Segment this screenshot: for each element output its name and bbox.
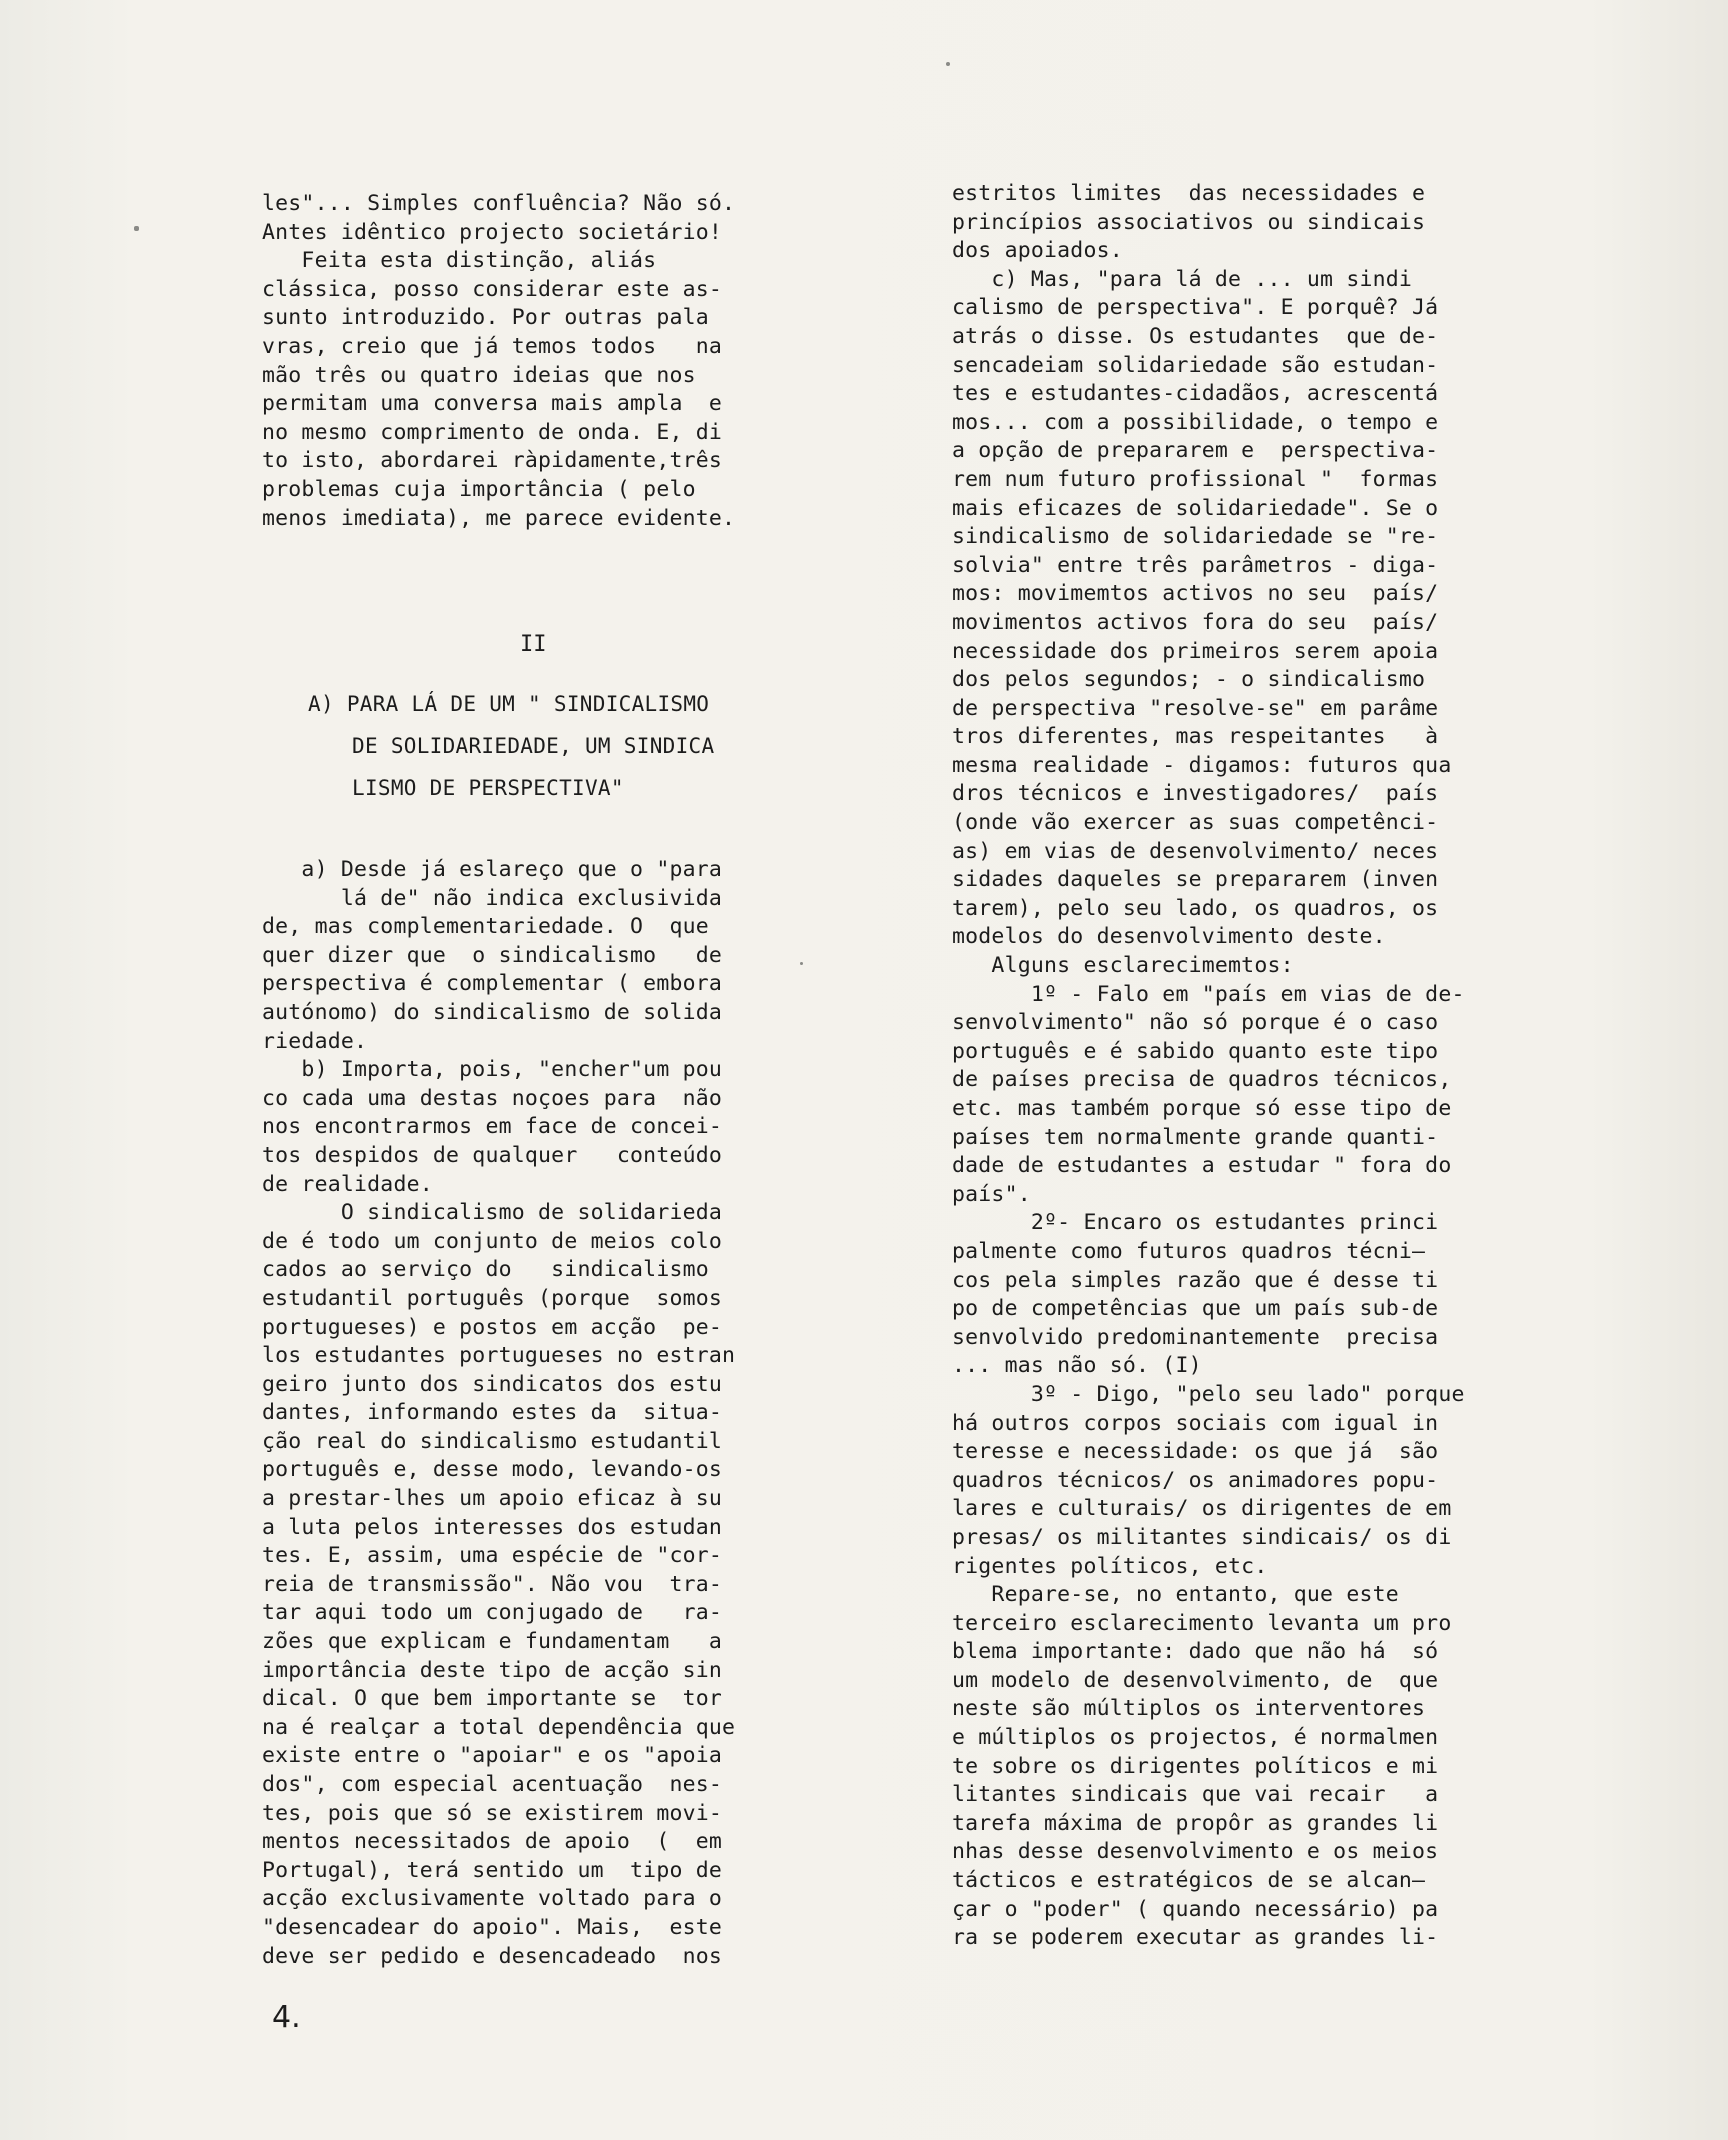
text-line: tros diferentes, mas respeitantes à xyxy=(952,724,1439,750)
text-line: dos pelos segundos; - o sindicalismo xyxy=(952,667,1426,693)
text-line: etc. mas também porque só esse tipo de xyxy=(952,1096,1452,1121)
text-line: atrás o disse. Os estudantes que de- xyxy=(952,323,1439,349)
text-line: lares e culturais/ os dirigentes de em xyxy=(952,1496,1452,1522)
page-number: 4. xyxy=(272,2000,301,2035)
text-line: de perspectiva "resolve-se" em parâme xyxy=(952,695,1439,721)
text-line: riedade. xyxy=(262,1028,368,1054)
text-line: problemas cuja importância ( pelo xyxy=(262,476,696,502)
text-line: tácticos e estratégicos de se alcan— xyxy=(952,1868,1426,1894)
text-line: les"... Simples confluência? Não só. xyxy=(262,191,736,216)
text-line: Antes idêntico projecto societário! xyxy=(262,219,723,245)
text-line: dical. O que bem importante se tor xyxy=(262,1686,723,1712)
text-line: dos apoiados. xyxy=(952,238,1123,264)
text-line: çar o "poder" ( quando necessário) pa xyxy=(952,1896,1439,1922)
text-line: tarem), pelo seu lado, os quadros, os xyxy=(952,895,1439,921)
text-line: mos: movimemtos activos no seu país/ xyxy=(952,581,1439,607)
text-line: to isto, abordarei ràpidamente,três xyxy=(262,448,723,474)
text-line: de países precisa de quadros técnicos, xyxy=(952,1067,1452,1093)
text-line: los estudantes portugueses no estran xyxy=(262,1343,736,1369)
text-line: menos imediata), me parece evidente. xyxy=(262,505,736,531)
text-line: terceiro esclarecimento levanta um pro xyxy=(952,1610,1452,1636)
text-line: a opção de prepararem e perspectiva- xyxy=(952,438,1439,464)
text-line: 3º - Digo, "pelo seu lado" porque xyxy=(952,1381,1465,1407)
text-line: modelos do desenvolvimento deste. xyxy=(952,924,1386,950)
text-line: estritos limites das necessidades e xyxy=(952,181,1426,206)
text-line: tos despidos de qualquer conteúdo xyxy=(262,1142,723,1168)
text-line: clássica, posso considerar este as- xyxy=(262,276,723,302)
text-line: reia de transmissão". Não vou tra- xyxy=(262,1571,723,1597)
section-heading-line-2: DE SOLIDARIEDADE, UM SINDICA xyxy=(352,734,715,758)
text-line: de, mas complementariedade. O que xyxy=(262,914,709,940)
text-line: necessidade dos primeiros serem apoia xyxy=(952,638,1439,664)
text-line: acção exclusivamente voltado para o xyxy=(262,1886,723,1912)
text-line: solvia" entre três parâmetros - diga- xyxy=(952,552,1439,578)
text-line: po de competências que um país sub-de xyxy=(952,1296,1439,1322)
text-line: palmente como futuros quadros técni— xyxy=(952,1238,1426,1264)
text-line: na é realçar a total dependência que xyxy=(262,1714,736,1740)
text-line: (onde vão exercer as suas competênci- xyxy=(952,810,1439,836)
text-line: 1º - Falo em "país em vias de de- xyxy=(952,981,1465,1007)
text-line: O sindicalismo de solidarieda xyxy=(262,1200,723,1226)
text-line: tar aqui todo um conjugado de ra- xyxy=(262,1600,723,1626)
text-line: estudantil português (porque somos xyxy=(262,1285,723,1311)
text-line: "desencadear do apoio". Mais, este xyxy=(262,1914,723,1940)
text-line: geiro junto dos sindicatos dos estu xyxy=(262,1371,723,1397)
text-line: tes, pois que só se existirem movi- xyxy=(262,1800,723,1826)
text-line: vras, creio que já temos todos na xyxy=(262,333,723,359)
text-line: a prestar-lhes um apoio eficaz à su xyxy=(262,1486,723,1512)
text-line: sencadeiam solidariedade são estudan- xyxy=(952,352,1439,378)
text-line: Repare-se, no entanto, que este xyxy=(952,1582,1399,1608)
section-heading-line-1: A) PARA LÁ DE UM " SINDICALISMO xyxy=(308,692,710,716)
text-line: dos", com especial acentuação nes- xyxy=(262,1772,723,1797)
text-line: cados ao serviço do sindicalismo xyxy=(262,1257,709,1283)
text-line: ... mas não só. (I) xyxy=(952,1353,1202,1379)
text-line: dantes, informando estes da situa- xyxy=(262,1400,723,1426)
text-line: a luta pelos interesses dos estudan xyxy=(262,1514,723,1540)
text-line: lá de" não indica exclusivida xyxy=(262,885,723,911)
text-line: português e é sabido quanto este tipo xyxy=(952,1038,1439,1064)
text-line: quer dizer que o sindicalismo de xyxy=(262,942,723,968)
text-line: presas/ os militantes sindicais/ os di xyxy=(952,1524,1452,1550)
text-line: mentos necessitados de apoio ( em xyxy=(262,1829,723,1855)
text-line: co cada uma destas noçoes para não xyxy=(262,1085,723,1111)
text-line: português e, desse modo, levando-os xyxy=(262,1457,723,1483)
section-number: II xyxy=(520,632,547,657)
text-line: teresse e necessidade: os que já são xyxy=(952,1439,1439,1465)
text-line: senvolvido predominantemente precisa xyxy=(952,1324,1439,1350)
text-line: há outros corpos sociais com igual in xyxy=(952,1410,1439,1436)
text-line: países tem normalmente grande quanti- xyxy=(952,1124,1439,1150)
text-line: senvolvimento" não só porque é o caso xyxy=(952,1010,1439,1036)
text-line: Feita esta distinção, aliás xyxy=(262,248,657,274)
text-line: calismo de perspectiva". E porquê? Já xyxy=(952,295,1439,321)
text-line: rem num futuro profissional " formas xyxy=(952,466,1439,492)
text-line: c) Mas, "para lá de ... um sindi xyxy=(952,266,1413,292)
text-line: de realidade. xyxy=(262,1171,433,1197)
text-line: Alguns esclarecimemtos: xyxy=(952,953,1294,979)
paper-speck xyxy=(946,62,950,66)
text-line: importância deste tipo de acção sin xyxy=(262,1657,723,1683)
text-line: mos... com a possibilidade, o tempo e xyxy=(952,409,1439,435)
text-line: dros técnicos e investigadores/ país xyxy=(952,781,1439,807)
text-line: blema importante: dado que não há só xyxy=(952,1639,1439,1665)
text-line: sidades daqueles se prepararem (inven xyxy=(952,867,1439,893)
text-line: no mesmo comprimento de onda. E, di xyxy=(262,419,723,445)
text-line: nhas desse desenvolvimento e os meios xyxy=(952,1839,1439,1865)
text-line: ra se poderem executar as grandes li- xyxy=(952,1925,1439,1951)
text-line: tarefa máxima de propôr as grandes li xyxy=(952,1810,1439,1836)
text-line: dade de estudantes a estudar " fora do xyxy=(952,1153,1452,1179)
right-column xyxy=(952,180,1522,1953)
text-line: perspectiva é complementar ( embora xyxy=(262,971,723,997)
text-line: sindicalismo de solidariedade se "re- xyxy=(952,524,1439,550)
paper-speck xyxy=(134,226,139,231)
text-line: quadros técnicos/ os animadores popu- xyxy=(952,1467,1439,1493)
text-line: 2º- Encaro os estudantes princi xyxy=(952,1210,1439,1236)
text-line: princípios associativos ou sindicais xyxy=(952,209,1426,235)
text-line: sunto introduzido. Por outras pala xyxy=(262,305,709,331)
left-column-body xyxy=(262,856,802,1971)
text-line: litantes sindicais que vai recair a xyxy=(952,1782,1439,1808)
text-line: tes. E, assim, uma espécie de "cor- xyxy=(262,1543,723,1569)
text-line: nos encontrarmos em face de concei- xyxy=(262,1114,723,1140)
text-line: deve ser pedido e desencadeado nos xyxy=(262,1943,723,1969)
text-line: mesma realidade - digamos: futuros qua xyxy=(952,752,1452,778)
text-line: rigentes políticos, etc. xyxy=(952,1553,1268,1579)
text-line: país". xyxy=(952,1181,1031,1207)
text-line: portugueses) e postos em acção pe- xyxy=(262,1314,723,1340)
text-line: b) Importa, pois, "encher"um pou xyxy=(262,1057,723,1083)
text-line: um modelo de desenvolvimento, de que xyxy=(952,1667,1439,1693)
text-line: mais eficazes de solidariedade". Se o xyxy=(952,495,1439,521)
text-line: Portugal), terá sentido um tipo de xyxy=(262,1857,723,1883)
text-line: a) Desde já eslareço que o "para xyxy=(262,857,723,882)
text-line: autónomo) do sindicalismo de solida xyxy=(262,999,723,1025)
text-line: permitam uma conversa mais ampla e xyxy=(262,391,723,417)
paper-speck xyxy=(800,962,803,965)
text-line: de é todo um conjunto de meios colo xyxy=(262,1228,723,1254)
section-heading-line-3: LISMO DE PERSPECTIVA" xyxy=(352,776,624,800)
text-line: cos pela simples razão que é desse ti xyxy=(952,1267,1439,1293)
text-line: neste são múltiplos os interventores xyxy=(952,1696,1426,1722)
left-column-intro xyxy=(262,190,802,533)
text-line: e múltiplos os projectos, é normalmen xyxy=(952,1725,1439,1751)
text-line: ção real do sindicalismo estudantil xyxy=(262,1428,723,1454)
text-line: existe entre o "apoiar" e os "apoia xyxy=(262,1743,723,1769)
text-line: as) em vias de desenvolvimento/ neces xyxy=(952,838,1439,864)
text-line: te sobre os dirigentes políticos e mi xyxy=(952,1753,1439,1779)
text-line: zões que explicam e fundamentam a xyxy=(262,1629,723,1655)
text-line: tes e estudantes-cidadãos, acrescentá xyxy=(952,381,1439,407)
text-line: movimentos activos fora do seu país/ xyxy=(952,609,1439,635)
text-line: mão três ou quatro ideias que nos xyxy=(262,362,696,388)
